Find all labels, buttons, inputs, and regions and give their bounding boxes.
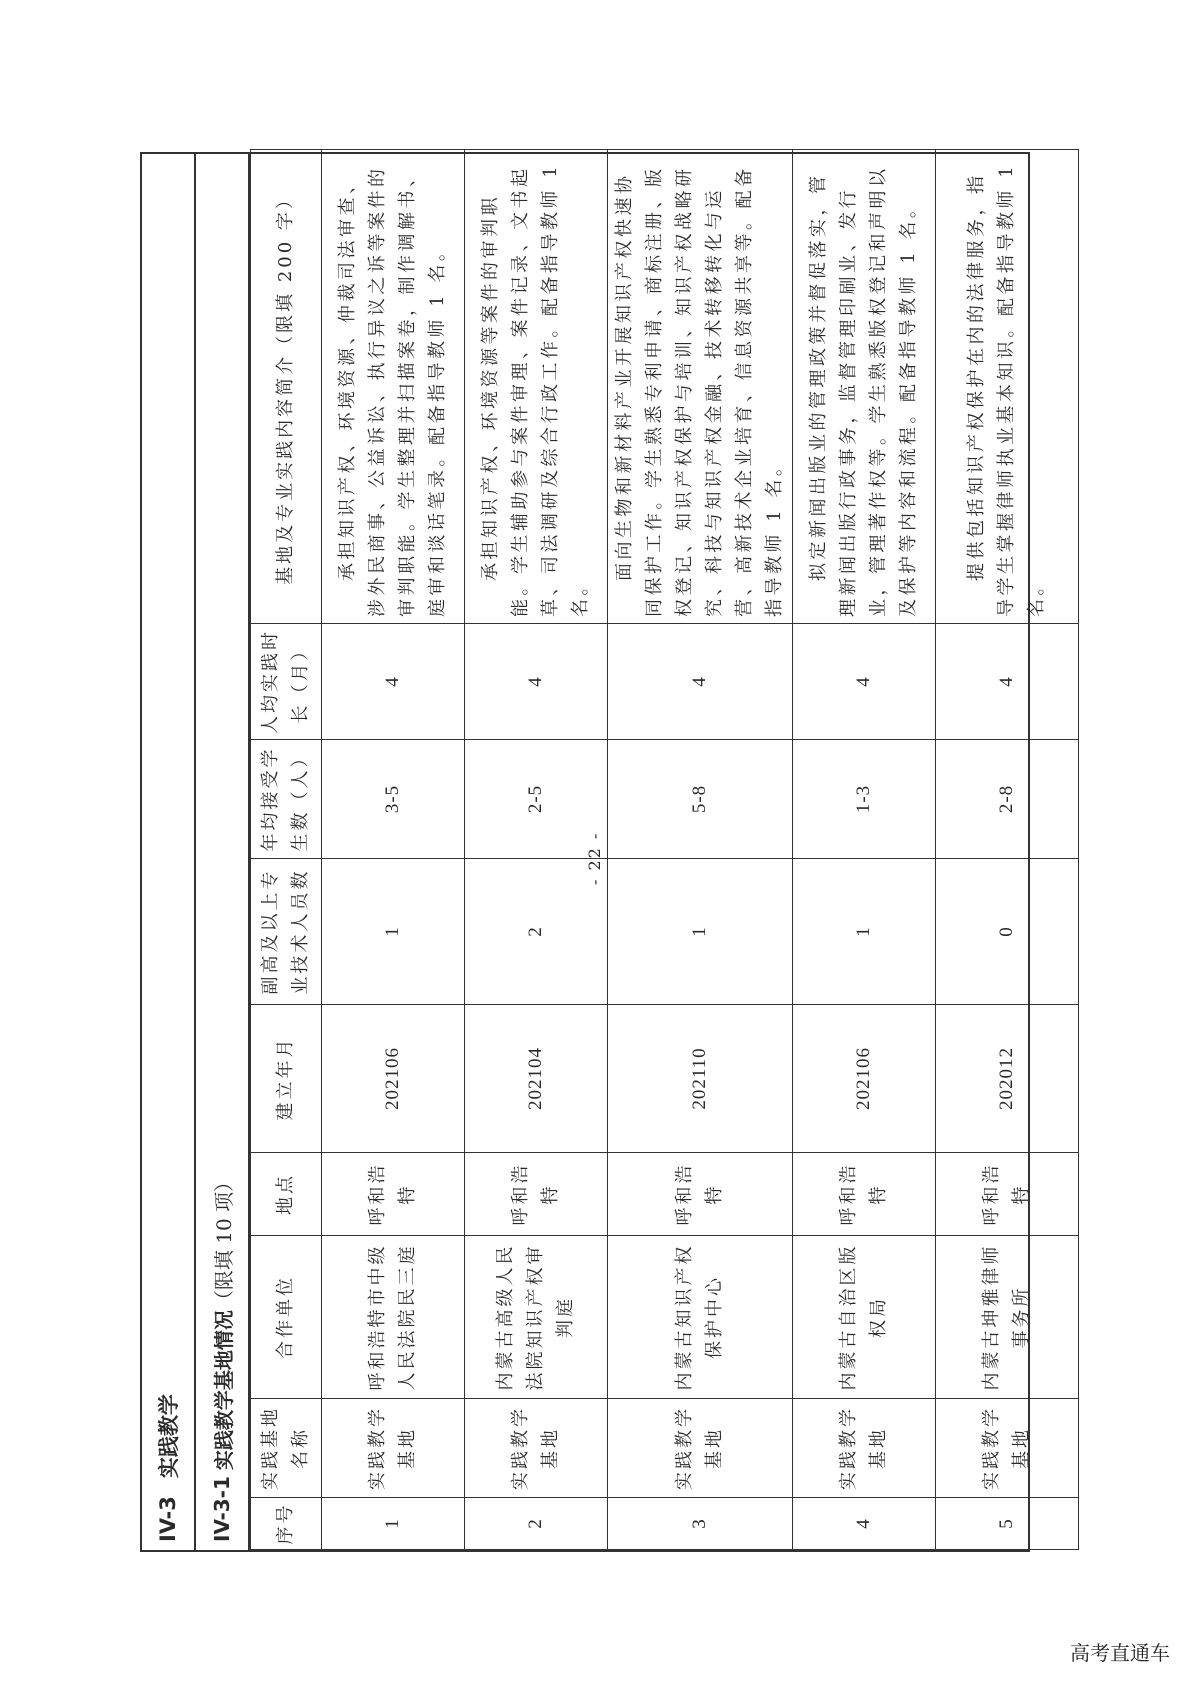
cell-location: 呼和浩特	[322, 1153, 465, 1236]
cell-established: 202106	[793, 1005, 936, 1153]
table-row	[793, 150, 936, 1550]
header-base-name: 实践基地名称	[251, 1399, 322, 1498]
header-partner: 合作单位	[251, 1236, 322, 1399]
cell-location: 呼和浩特	[608, 1153, 793, 1236]
cell-index: 4	[793, 1498, 936, 1550]
cell-students: 2-5	[465, 740, 608, 859]
cell-senior-staff: 1	[608, 859, 793, 1005]
header-intro: 基地及专业实践内容简介（限填 200 字）	[251, 150, 322, 624]
header-duration: 人均实践时长（月）	[251, 624, 322, 740]
table-header-row	[251, 150, 322, 1550]
section-code: IV-3	[156, 1496, 180, 1542]
cell-location: 呼和浩特	[936, 1153, 1079, 1236]
cell-index: 1	[322, 1498, 465, 1550]
cell-base-name: 实践教学基地	[465, 1399, 608, 1498]
header-index: 序号	[251, 1498, 322, 1550]
header-established: 建立年月	[251, 1005, 322, 1153]
subsection-title: 实践教学基地情况	[211, 1310, 236, 1471]
cell-duration: 4	[936, 624, 1079, 740]
cell-base-name: 实践教学基地	[793, 1399, 936, 1498]
cell-partner: 内蒙古坤雅律师事务所	[936, 1236, 1079, 1399]
header-senior-staff: 副高及以上专业技术人员数	[251, 859, 322, 1005]
cell-location: 呼和浩特	[465, 1153, 608, 1236]
cell-partner: 内蒙古自治区版权局	[793, 1236, 936, 1399]
cell-intro: 承担知识产权、环境资源、仲裁司法审查、涉外民商事、公益诉讼、执行异议之诉等案件的审判职能。学生整理并扫描案卷，制作调解书、庭审和谈话笔录。配备指导教师 1 名。	[322, 150, 465, 624]
table-row	[322, 150, 465, 1550]
cell-duration: 4	[322, 624, 465, 740]
cell-index: 2	[465, 1498, 608, 1550]
cell-duration: 4	[465, 624, 608, 740]
section-heading	[142, 154, 196, 1550]
cell-duration: 4	[793, 624, 936, 740]
cell-students: 1-3	[793, 740, 936, 859]
cell-intro: 拟定新闻出版业的管理政策并督促落实，管理新闻出版行政事务，监督管理印刷业、发行业，管理著作权等。学生熟悉版权登记和声明以及保护等内容和流程。配备指导教师 1 名。	[793, 150, 936, 624]
table-row	[936, 150, 1079, 1550]
table-row	[608, 150, 793, 1550]
cell-senior-staff: 0	[936, 859, 1079, 1005]
cell-index: 5	[936, 1498, 1079, 1550]
subsection-heading	[196, 154, 250, 1550]
subsection-code: IV-3-1	[210, 1476, 234, 1542]
section-title: 实践教学	[157, 1394, 181, 1479]
cell-intro: 面向生物和新材料产业开展知识产权快速协同保护工作。学生熟悉专利申请、商标注册、版权登记、知识产权保护与培训、知识产权战略研究、科技与知识产权金融、技术转移转化与运营、高新技术企业培育、信息资源共享等。配备指导教师 1 名。	[608, 150, 793, 624]
cell-established: 202110	[608, 1005, 793, 1153]
cell-base-name: 实践教学基地	[936, 1399, 1079, 1498]
cell-students: 2-8	[936, 740, 1079, 859]
page-number: - 22 -	[585, 831, 604, 885]
cell-established: 202104	[465, 1005, 608, 1153]
watermark-text: 高考直通车	[1070, 1641, 1170, 1665]
cell-established: 202012	[936, 1005, 1079, 1153]
cell-intro: 承担知识产权、环境资源等案件的审判职能。学生辅助参与案件审理、案件记录、文书起草、司法调研及综合行政工作。配备指导教师 1 名。	[465, 150, 608, 624]
cell-base-name: 实践教学基地	[608, 1399, 793, 1498]
cell-senior-staff: 1	[322, 859, 465, 1005]
header-students: 年均接受学生数（人）	[251, 740, 322, 859]
subsection-note: （限填 10 项）	[211, 1171, 236, 1311]
cell-partner: 内蒙古高级人民法院知识产权审判庭	[465, 1236, 608, 1399]
cell-senior-staff: 2	[465, 859, 608, 1005]
cell-index: 3	[608, 1498, 793, 1550]
cell-location: 呼和浩特	[793, 1153, 936, 1236]
cell-base-name: 实践教学基地	[322, 1399, 465, 1498]
cell-students: 5-8	[608, 740, 793, 859]
cell-established: 202106	[322, 1005, 465, 1153]
cell-partner: 呼和浩特市中级人民法院民三庭	[322, 1236, 465, 1399]
cell-senior-staff: 1	[793, 859, 936, 1005]
cell-intro: 提供包括知识产权保护在内的法律服务，指导学生掌握律师执业基本知识。配备指导教师 1 名。	[936, 150, 1079, 624]
cell-duration: 4	[608, 624, 793, 740]
cell-partner: 内蒙古知识产权保护中心	[608, 1236, 793, 1399]
header-location: 地点	[251, 1153, 322, 1236]
cell-students: 3-5	[322, 740, 465, 859]
practice-base-table	[250, 149, 1079, 1550]
